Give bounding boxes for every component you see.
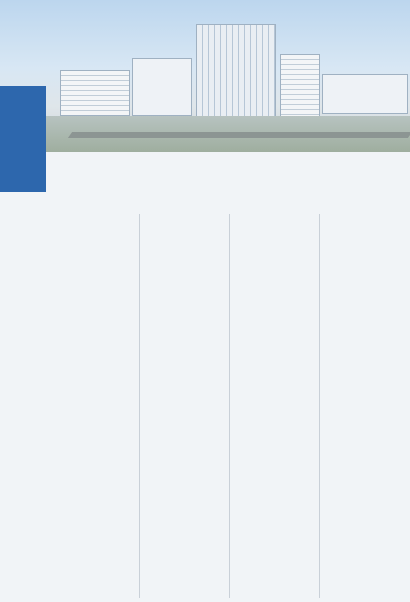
article-column-1 — [52, 214, 136, 598]
editor-credits — [36, 232, 44, 294]
photo-building-low — [60, 70, 130, 116]
column-rule-2 — [229, 214, 230, 598]
sidebar-blue-band — [0, 86, 46, 192]
column-sidebar — [0, 0, 46, 602]
header-photo — [0, 0, 410, 152]
headline-block — [52, 152, 408, 212]
article-column-2 — [142, 214, 226, 598]
column-rule-1 — [139, 214, 140, 598]
photo-building-block — [132, 58, 192, 116]
column-rule-3 — [319, 214, 320, 598]
photo-building-tower — [196, 24, 276, 120]
photo-road — [68, 132, 410, 138]
photo-caption — [292, 86, 404, 120]
article-column-3 — [232, 214, 316, 598]
article-column-4 — [322, 214, 406, 598]
article-body — [52, 214, 406, 598]
